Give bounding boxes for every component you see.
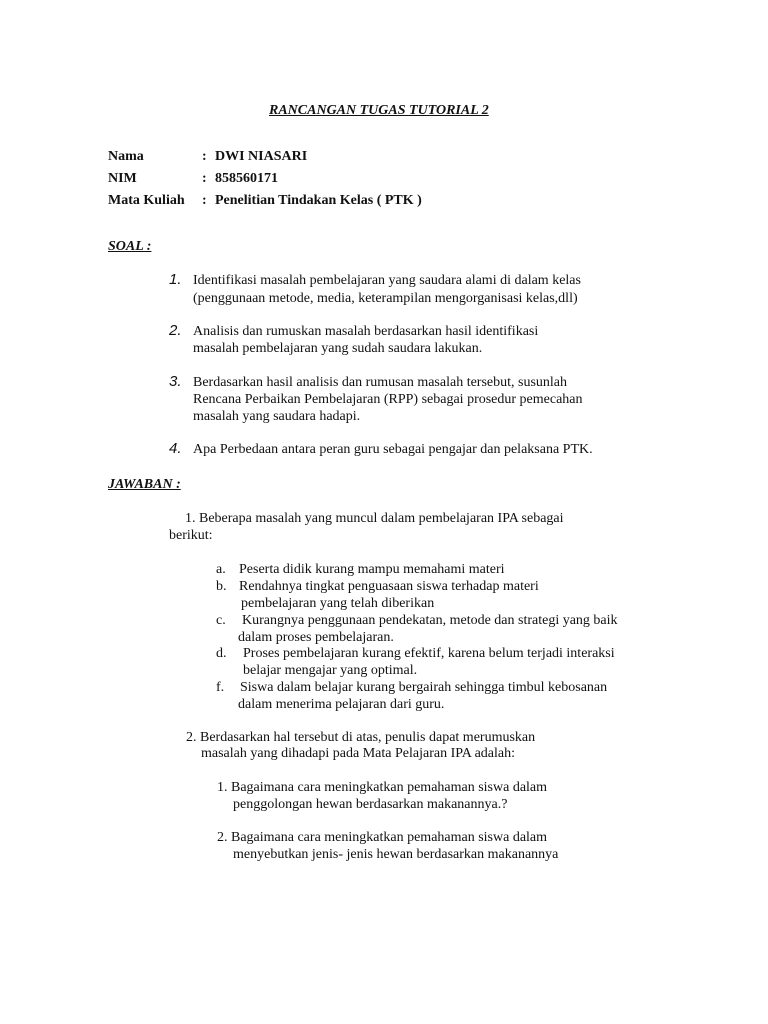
soal-4-line-1: Apa Perbedaan antara peran guru sebagai pengajar dan pelaksana PTK. bbox=[193, 442, 593, 457]
nim-separator: : bbox=[202, 171, 207, 186]
soal-heading: SOAL : bbox=[108, 239, 152, 254]
soal-3-number: 3. bbox=[169, 373, 182, 390]
course-value: Penelitian Tindakan Kelas ( PTK ) bbox=[215, 193, 422, 208]
answer-1-item-b-line-1: Rendahnya tingkat penguasaan siswa terhadap materi bbox=[239, 579, 539, 594]
course-separator: : bbox=[202, 193, 207, 208]
soal-3-line-3: masalah yang saudara hadapi. bbox=[193, 409, 361, 424]
soal-3-line-1: Berdasarkan hasil analisis dan rumusan masalah tersebut, susunlah bbox=[193, 375, 568, 390]
answer-1-item-d-letter: d. bbox=[216, 646, 227, 661]
answer-2-line-2: masalah yang dihadapi pada Mata Pelajaran IPA adalah: bbox=[201, 746, 515, 761]
soal-1-line-1: Identifikasi masalah pembelajaran yang saudara alami di dalam kelas bbox=[193, 273, 581, 288]
answer-1-item-f-line-1: Siswa dalam belajar kurang bergairah sehingga timbul kebosanan bbox=[240, 680, 608, 695]
answer-1-item-d-line-2: belajar mengajar yang optimal. bbox=[243, 663, 418, 678]
answer-1-item-f-letter: f. bbox=[216, 680, 225, 695]
answer-1-line-2: berikut: bbox=[169, 528, 213, 543]
document-title: RANCANGAN TUGAS TUTORIAL 2 bbox=[269, 103, 489, 118]
answer-2-item-2-line-2: menyebutkan jenis- jenis hewan berdasarkan makanannya bbox=[233, 847, 559, 862]
soal-1-number: 1. bbox=[169, 271, 182, 288]
nim-label: NIM bbox=[108, 171, 137, 186]
answer-1-item-b-line-2: pembelajaran yang telah diberikan bbox=[241, 596, 435, 611]
answer-2-item-1-line-2: penggolongan hewan berdasarkan makanannya.? bbox=[233, 797, 508, 812]
soal-4-number: 4. bbox=[169, 440, 182, 457]
answer-1-item-c-line-2: dalam proses pembelajaran. bbox=[238, 630, 394, 645]
answer-1-line-1: 1. Beberapa masalah yang muncul dalam pembelajaran IPA sebagai bbox=[185, 511, 564, 526]
name-label: Nama bbox=[108, 149, 144, 164]
soal-3-line-2: Rencana Perbaikan Pembelajaran (RPP) sebagai prosedur pemecahan bbox=[193, 392, 583, 407]
course-label: Mata Kuliah bbox=[108, 193, 185, 208]
answer-1-item-c-letter: c. bbox=[216, 613, 226, 628]
name-value: DWI NIASARI bbox=[215, 149, 308, 164]
soal-2-line-2: masalah pembelajaran yang sudah saudara lakukan. bbox=[193, 341, 483, 356]
jawaban-heading: JAWABAN : bbox=[108, 477, 181, 492]
answer-2-line-1: 2. Berdasarkan hal tersebut di atas, penulis dapat merumuskan bbox=[186, 730, 536, 745]
soal-2-line-1: Analisis dan rumuskan masalah berdasarkan hasil identifikasi bbox=[193, 324, 539, 339]
soal-1-line-2: (penggunaan metode, media, keterampilan mengorganisasi kelas,dll) bbox=[193, 291, 578, 306]
nim-value: 858560171 bbox=[215, 171, 278, 186]
answer-2-item-2-line-1: 2. Bagaimana cara meningkatkan pemahaman siswa dalam bbox=[217, 830, 548, 845]
answer-1-item-a-line-1: Peserta didik kurang mampu memahami materi bbox=[239, 562, 505, 577]
soal-2-number: 2. bbox=[169, 322, 182, 339]
answer-2-item-1-line-1: 1. Bagaimana cara meningkatkan pemahaman siswa dalam bbox=[217, 780, 548, 795]
answer-1-item-c-line-1: Kurangnya penggunaan pendekatan, metode dan strategi yang baik bbox=[242, 613, 618, 628]
answer-1-item-f-line-2: dalam menerima pelajaran dari guru. bbox=[238, 697, 445, 712]
name-separator: : bbox=[202, 149, 207, 164]
answer-1-item-b-letter: b. bbox=[216, 579, 227, 594]
answer-1-item-d-line-1: Proses pembelajaran kurang efektif, karena belum terjadi interaksi bbox=[243, 646, 615, 661]
answer-1-item-a-letter: a. bbox=[216, 562, 226, 577]
